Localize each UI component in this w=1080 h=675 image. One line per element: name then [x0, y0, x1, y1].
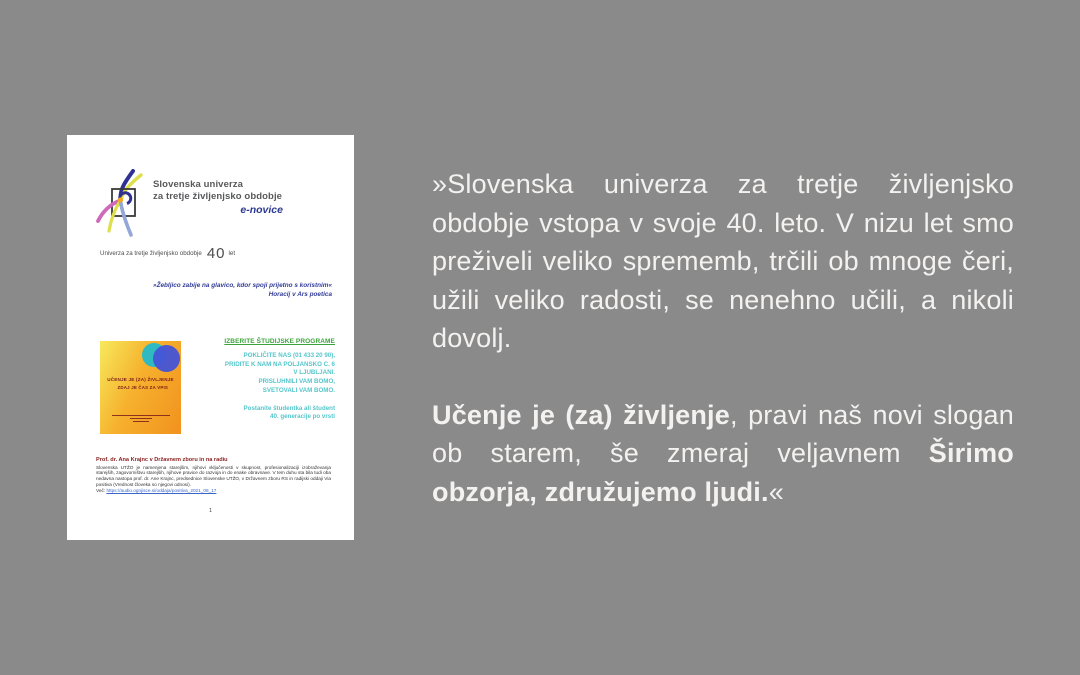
horace-quote-attribution: Horacij v Ars poetica	[268, 290, 332, 298]
enroll-line: SVETOVALI VAM BOMO.	[262, 386, 335, 394]
more-label: Več:	[96, 488, 107, 494]
footer-text-bar	[112, 415, 170, 416]
pull-quote-paragraph-1: »Slovenska univerza za tretje življenjsko obdobje vstopa v svoje 40. leto. V nizu let smo preživeli veliko sprememb, trčili ob mnoge čeri, užili veliko radosti, se nenehno učili, a nikoli dovolj.	[432, 169, 1014, 353]
enroll-cta	[193, 405, 335, 422]
enroll-line: PRISLUHNILI VAM BOMO,	[258, 378, 335, 386]
anniversary-number: 40	[206, 245, 226, 262]
promo-card-footer-text-lines	[100, 415, 181, 422]
anniversary-line	[100, 245, 235, 262]
enrollment-info-block	[193, 338, 335, 422]
article-body: Slovenska UTŽO je namenjena starejšim, njihovi vključenosti v skupnost, profesionalizaciji izobraževanja starejših, zagovorništvu starejših, njihove pravice do razvoja in do enake obravnave. V tem duhu sta bila tudi oba nedavna nastopa prof. dr. Ane Krajnc, predsednice Slovenske UTŽO, v Državnem zboru RS in radijski oddaji Via positiva (Vrednost človeka so njegovi odnosi).	[96, 464, 331, 488]
anniversary-prefix: Univerza za tretje življenjsko obdobje	[100, 250, 202, 257]
article-link[interactable]: https://audio.ognjisce.si/oddaja/positiva_2021_08_17	[106, 488, 217, 494]
promo-card-title	[104, 377, 177, 390]
enroll-line: PRIDITE K NAM NA POLJANSKO C. 6	[224, 360, 335, 368]
page-number: 1	[208, 508, 213, 514]
sutzo-ribbon-logo-icon	[95, 169, 155, 239]
enroll-line: POKLIČITE NAS (01 433 20 90),	[243, 352, 335, 359]
footer-text-bar	[133, 421, 149, 422]
newsletter-page	[67, 135, 354, 540]
blue-circle-decoration	[153, 345, 180, 372]
slogan-new: Učenje je (za) življenje	[432, 399, 730, 430]
horace-quote-text: »Žebljico zabije na glavico, kdor spoji prijetno s koristnim«	[153, 282, 332, 289]
org-name-block	[153, 179, 287, 216]
enroll-cta-line2: 40. generacije po vrsti	[270, 413, 335, 421]
closing-guillemet: «	[768, 476, 784, 507]
pull-quote-panel	[432, 165, 1014, 511]
pull-quote-paragraph-2	[432, 396, 1014, 512]
horace-quote	[153, 282, 332, 299]
org-name-line2: za tretje življenjsko obdobje	[153, 190, 283, 202]
slogan-old: Širimo obzorja, združujemo ljudi.	[432, 438, 1014, 507]
enroll-heading: IZBERITE ŠTUDIJSKE PROGRAME	[224, 338, 335, 345]
promo-card-title-line1: UČENJE JE (ZA) ŽIVLJENJE	[107, 377, 174, 382]
enroll-cta-line1: Postanite študentka ali študent	[243, 404, 335, 412]
anniversary-suffix: let	[228, 250, 236, 257]
footer-text-bar	[130, 418, 152, 419]
article-more-line	[96, 488, 331, 494]
enroll-line: V LJUBLJANI.	[293, 369, 335, 377]
article-heading: Prof. dr. Ana Krajnc v Državnem zboru in na radiu	[96, 457, 228, 463]
newsletter-title: e-novice	[240, 204, 283, 216]
promo-card-title-line2: ZDAJ JE ČAS ZA VPIS	[117, 384, 168, 390]
news-article	[96, 457, 331, 494]
org-name-line1: Slovenska univerza	[153, 179, 243, 190]
pull-quote-middle: , pravi naš novi slogan ob starem, še zmeraj veljavnem	[432, 399, 1014, 468]
enrollment-promo-card	[100, 341, 181, 434]
enroll-contact-lines	[193, 352, 335, 396]
